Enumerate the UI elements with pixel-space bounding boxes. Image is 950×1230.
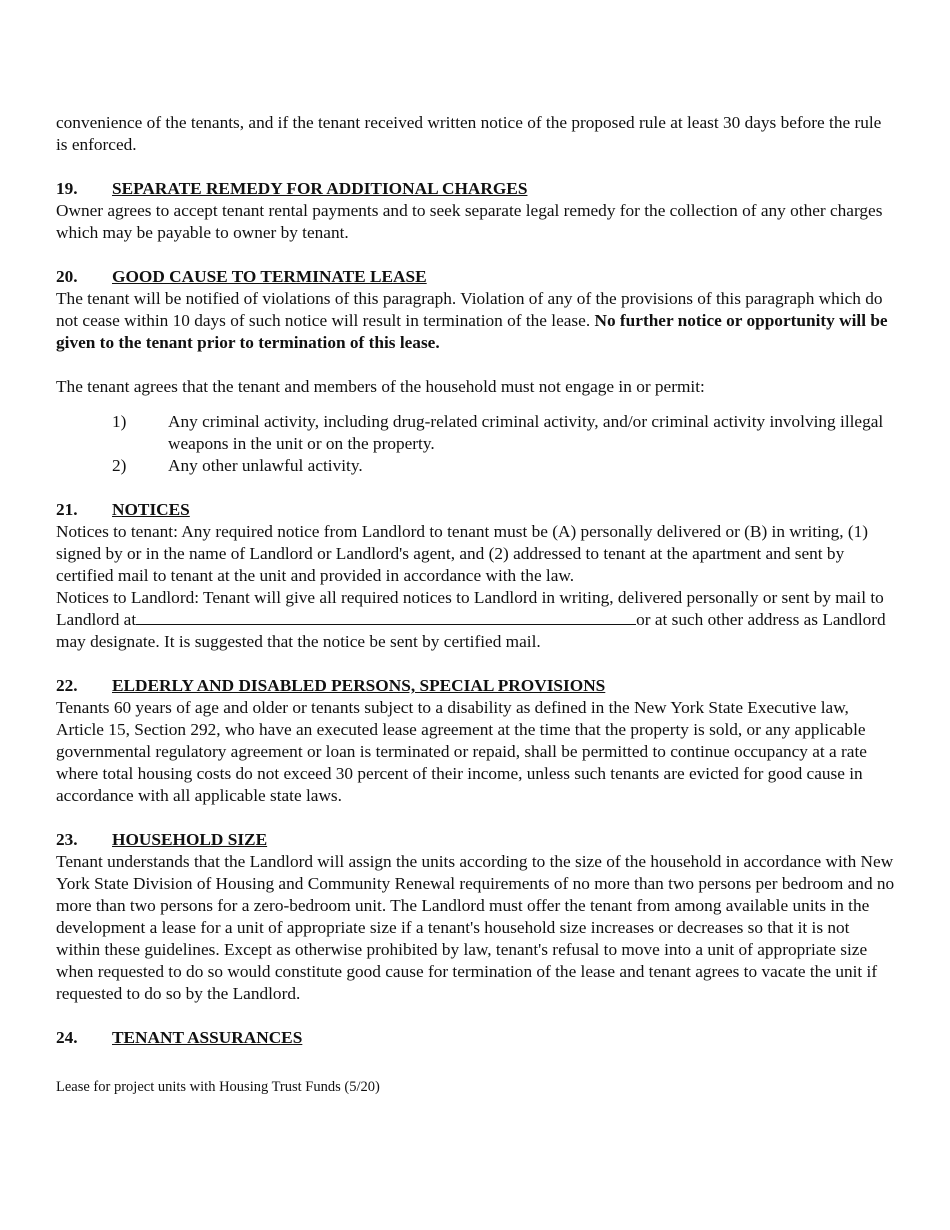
list-item: [112, 455, 896, 477]
section-title: TENANT ASSURANCES: [112, 1028, 303, 1047]
section-22: [56, 675, 896, 807]
section-number: 19.: [56, 179, 78, 198]
section-title: SEPARATE REMEDY FOR ADDITIONAL CHARGES: [112, 179, 528, 198]
section-title: NOTICES: [112, 500, 190, 519]
notices-to-landlord: [56, 587, 896, 653]
section-21: [56, 499, 896, 653]
list-item-text: Any criminal activity, including drug-related criminal activity, and/or criminal activity involving illegal weapons in the unit or on the property.: [168, 412, 884, 453]
prohibited-activities-list: [56, 411, 896, 477]
section-20-agree: The tenant agrees that the tenant and members of the household must not engage in or permit:: [56, 377, 705, 396]
page-footer: Lease for project units with Housing Trust Funds (5/20): [56, 1079, 380, 1095]
section-24: [56, 1027, 896, 1049]
list-item-text: Any other unlawful activity.: [168, 456, 363, 475]
section-number: 23.: [56, 830, 78, 849]
section-23-heading: [56, 829, 896, 851]
list-marker: 1): [112, 412, 127, 431]
section-title: GOOD CAUSE TO TERMINATE LEASE: [112, 267, 427, 286]
section-20: [56, 266, 896, 477]
section-23: [56, 829, 896, 1005]
section-title: HOUSEHOLD SIZE: [112, 830, 268, 849]
section-22-heading: [56, 675, 896, 697]
intro-paragraph: convenience of the tenants, and if the tenant received written notice of the proposed rule at least 30 days before the rule is enforced.: [56, 113, 882, 154]
section-number: 21.: [56, 500, 78, 519]
list-marker: 2): [112, 456, 127, 475]
section-number: 24.: [56, 1028, 78, 1047]
section-20-body-bold: No further notice or opportunity will be given to the tenant prior to termination of this lease.: [56, 311, 888, 352]
section-title: ELDERLY AND DISABLED PERSONS, SPECIAL PROVISIONS: [112, 676, 606, 695]
section-number: 20.: [56, 267, 78, 286]
section-24-heading: [56, 1027, 896, 1049]
landlord-address-blank[interactable]: [136, 609, 636, 625]
notices-to-tenant: Notices to tenant: Any required notice from Landlord to tenant must be (A) personally delivered or (B) in writing, (1) signed by or in the name of Landlord or Landlord's agent, and (2) addressed to tenant at the apartment and sent by certified mail to tenant at the unit and provided in accordance with the law.: [56, 522, 868, 585]
section-20-body-text: The tenant will be notified of violations of this paragraph. Violation of any of the provisions of this paragraph which do not cease within 10 days of such notice will result in termination of the lease.: [56, 289, 883, 330]
section-19-body: Owner agrees to accept tenant rental payments and to seek separate legal remedy for the collection of any other charges which may be payable to owner by tenant.: [56, 201, 883, 242]
document-page: [56, 112, 896, 1049]
section-23-body: Tenant understands that the Landlord will assign the units according to the size of the household in accordance with New York State Division of Housing and Community Renewal requirements of no more than two persons per bedroom and no more than two persons for a zero-bedroom unit. The Landlord must offer the tenant from among available units in the development a lease for a unit of appropriate size if a tenant's household size increases or decreases so that it is not within these guidelines. Except as otherwise prohibited by law, tenant's refusal to move into a unit of appropriate size when requested to do so would constitute good cause for termination of the lease and tenant agrees to vacate the unit if requested to do so by the Landlord.: [56, 852, 895, 1003]
section-22-body: Tenants 60 years of age and older or tenants subject to a disability as defined in the New York State Executive law, Article 15, Section 292, who have an executed lease agreement at the time that the property is sold, or any applicable governmental regulatory agreement or loan is terminated or repaid, shall be permitted to continue occupancy at a rate where total housing costs do not exceed 30 percent of their income, unless such tenants are evicted for good cause in accordance with all applicable state laws.: [56, 698, 867, 805]
section-21-heading: [56, 499, 896, 521]
notices-to-landlord-end: or at such other address as Landlord may designate. It is suggested that the notice be sent by certified mail.: [56, 610, 886, 651]
section-19: [56, 178, 896, 244]
section-20-body: [56, 288, 896, 354]
list-item: [112, 411, 896, 455]
section-19-heading: [56, 178, 896, 200]
notices-to-landlord-start: Notices to Landlord: Tenant will give all required notices to Landlord in writing, delivered personally or sent by mail to Landlord at: [56, 588, 884, 629]
section-number: 22.: [56, 676, 78, 695]
section-20-heading: [56, 266, 896, 288]
